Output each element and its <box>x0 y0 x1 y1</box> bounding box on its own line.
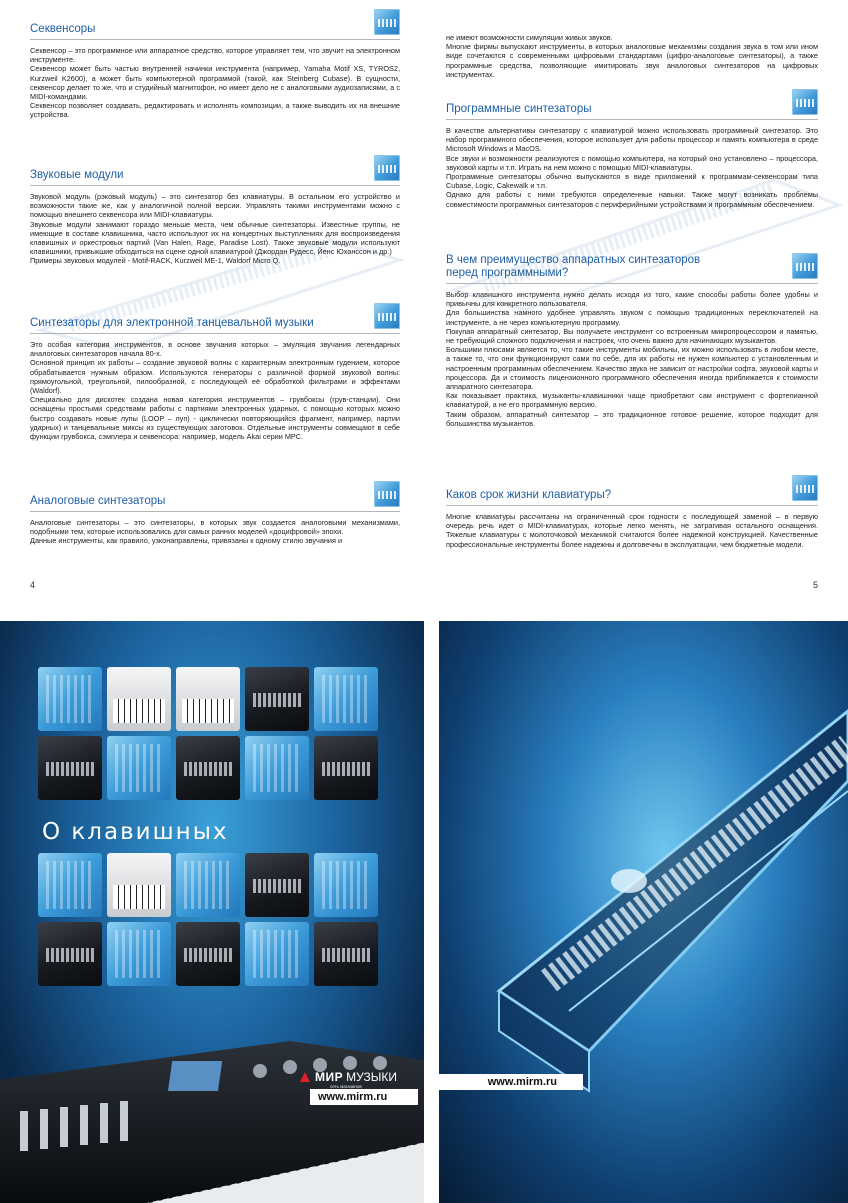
paragraph: Секвенсор может быть частью внутренней начинки инструмента (например, Yamaha Motif XS, TYROS2, Kurzweil K2600), а может быть компьютерной программой (такой, как Steinberg Cubase). В сущности, секвенсор делает то же, что и студийный магнитофон, но имеет дело не с аналоговыми аудиозаписями, а с MIDI-командами. <box>30 64 400 102</box>
paragraph: Специально для дискотек создана новая категория инструментов – грувбоксы (грув-станции). Они оснащены простыми средствами работы с партиями электронных ударных, с помощью которых можно быстро создавать новые лупы (LOOP – луп) - циклически повторяющийся фрагмент, например, партии ударных) и танцевальные миксы из существующих заготовок. Отдельные инструменты совмещают в себе функции грувбокса, сэмплера и секвенсора: например, модель Akai серии MPC. <box>30 395 400 442</box>
photo-tile <box>314 853 378 917</box>
photo-tile <box>245 736 309 800</box>
paragraph: Программные синтезаторы обычно выпускаются в виде приложений к программам-секвенсорам типа Cubase, Logic, Cakewalk и т.п. <box>446 172 818 191</box>
paragraph: Примеры звуковых модулей - Motif-RACK, Kurzweil ME-1, Waldorf Micro Q. <box>30 256 281 266</box>
photo-tile <box>107 853 171 917</box>
section-title: Секвенсоры <box>30 23 96 35</box>
photo-tile <box>245 853 309 917</box>
section-header <box>30 308 400 334</box>
photo-tile <box>314 922 378 986</box>
photo-tile <box>38 667 102 731</box>
photo-tile <box>107 922 171 986</box>
photo-tile <box>107 736 171 800</box>
page-left <box>0 0 424 600</box>
keyboard-thumbnail-icon <box>374 9 400 35</box>
paragraph: Выбор клавишного инструмента нужно делать исходя из того, какие способы работы более удобны и привычны для конкретного пользователя. <box>446 290 818 309</box>
section-title: Синтезаторы для электронной танцевальной музыки <box>30 317 314 329</box>
photo-tile <box>38 736 102 800</box>
paragraph: Данные инструменты, как правило, узконаправлены, привязаны к одному стилю звучания и <box>30 536 343 546</box>
section-title: Аналоговые синтезаторы <box>30 495 166 507</box>
brochure-spread <box>0 0 848 600</box>
section-header <box>30 14 400 40</box>
section-title <box>446 254 700 280</box>
paragraph: Секвенсор – это программное или аппаратное средство, которое управляет тем, что звучит на электронном инструменте. <box>30 46 400 65</box>
section-keyboard-lifespan <box>446 480 818 549</box>
paragraph: Звуковой модуль (рэковый модуль) – это синтезатор без клавиатуры. В остальном его устройство и возможности такие же, как у аналогичной полной версии. Управлять такими инструментами можно с помощью внешнего секвенсора или MIDI-клавиатуры. <box>30 192 400 220</box>
photo-tile <box>176 667 240 731</box>
paragraph: Это особая категория инструментов, в основе звучания которых – эмуляция звучания легендарных аналоговых синтезаторов начала 80-х. <box>30 340 400 359</box>
paragraph: Аналоговые синтезаторы – это синтезаторы, в которых звук создается аналоговыми механизмами, подобными тем, которые использовались для самых ранних моделей «доцифровой» эпохи. <box>30 518 400 537</box>
brand-subtitle: сеть магазинов <box>330 1084 362 1089</box>
paragraph: Для большинства намного удобнее управлять звуком с помощью традиционных переключателей на инструменте, а не через компьютерную программу. <box>446 308 818 327</box>
section-header <box>446 480 818 506</box>
section-dance-synths <box>30 308 400 441</box>
paragraph: Многие фирмы выпускают инструменты, в которых аналоговые механизмы создания звука в том или ином виде сочетаются с современными цифровыми стандартами (цифро-аналоговые синтезаторы), а также программные средства, позволяющие имитировать звук аналоговых синтезаторов на цифровых инструментах. <box>446 42 818 79</box>
photo-tile <box>314 736 378 800</box>
paragraph: Многие клавиатуры рассчитаны на ограниченный срок годности с последующей заменой – в первую очередь речь идет о MIDI-клавиатурах, которые легко менять, не затрагивая остального оснащения. Тяжелые клавиатуры с молоточковой механикой считаются более надежной конструкцией. Качественные профессиональные инструменты более надежны и долговечны в эксплуатации, чем бюджетные модели. <box>446 512 818 549</box>
paragraph: Все звуки и возможности реализуются с помощью компьютера, на который оно установлено – процессора, звуковой карты и т.п. Играть на нем можно с помощью MIDI-клавиатуры. <box>446 153 818 172</box>
section-title: Каков срок жизни клавиатуры? <box>446 489 612 501</box>
photo-tile <box>176 922 240 986</box>
paragraph: Большими плюсами является то, что такие инструменты мобильны, их можно использовать в любом месте, а также то, что они функционируют сами по себе, для их работы не нужен компьютер с установленным и настроенным программным обеспечением. Качество звука не зависит от настройки софта, звуковой карты и процессора. Да и стоимость лицензионного программного обеспечения иногда приближается к стоимости аппаратного синтезатора. <box>446 345 818 392</box>
section-header <box>446 94 818 120</box>
glowing-synthesizer-icon <box>439 651 848 1121</box>
paragraph: Секвенсор позволяет создавать, редактировать и исполнять композиции, а также выводить их на внешние устройства. <box>30 101 400 120</box>
keyboard-thumbnail-icon <box>792 253 818 279</box>
section-title-line: перед программными? <box>446 267 569 279</box>
photo-tile <box>107 667 171 731</box>
website-url: www.mirm.ru <box>310 1089 418 1105</box>
photo-tile <box>176 736 240 800</box>
paragraph: Однако для работы с ними требуются определенные навыки. Также могут возникать проблемы совместимости программных синтезаторов с периферийными устройствами и программным обеспечением. <box>446 190 818 209</box>
keyboard-thumbnail-icon <box>374 303 400 329</box>
logo-mark-icon <box>298 1070 312 1084</box>
section-hardware-advantage <box>446 244 818 428</box>
section-software-synths <box>446 94 818 209</box>
page-number: 4 <box>30 580 36 590</box>
front-cover <box>0 621 424 1203</box>
photo-tile <box>314 667 378 731</box>
brand-name-light: МУЗЫКИ <box>346 1070 397 1084</box>
keyboard-thumbnail-icon <box>374 481 400 507</box>
cover-title: О клавишных <box>42 819 229 845</box>
brand-logo <box>298 1070 397 1084</box>
keyboard-thumbnail-icon <box>374 155 400 181</box>
paragraph: Покупая аппаратный синтезатор, Вы получаете инструмент со встроенным микропроцессором и памятью, не требующий сложного подключения и настроек, что очень важно для начинающих музыкантов. <box>446 326 818 346</box>
page-number: 5 <box>812 580 818 590</box>
keyboard-thumbnail-icon <box>792 89 818 115</box>
photo-tile <box>38 922 102 986</box>
page-right <box>424 0 848 600</box>
photo-tile <box>245 667 309 731</box>
section-title-line: В чем преимущество аппаратных синтезаторов <box>446 254 701 266</box>
section-header <box>30 486 400 512</box>
paragraph: Звуковые модули занимают гораздо меньше места, чем обычные синтезаторы. Известные группы, не имеющие в составе клавишника, часто используют их на концертных выступлениях для воспроизведения клавишных и оркестровых партий (Van Halen, Rage, Paradise Lost). Также звуковые модули используют клавишники, привыкшие обходиться на сцене одной клавиатурой (Джордан Рудесс, Йенс Юханссон и др.) <box>30 219 400 257</box>
keyboard-thumbnail-icon <box>792 475 818 501</box>
back-cover <box>439 621 848 1203</box>
paragraph: не имеют возможности симуляции живых звуков. <box>446 33 613 42</box>
paragraph: В качестве альтернативы синтезатору с клавиатурой можно использовать программный синтезатор. Это набор программного обеспечения, которое использует для работы процессор и память компьютера в среде Microsoft Windows и MacOS. <box>446 126 818 154</box>
photo-tile <box>38 853 102 917</box>
section-sound-modules <box>30 160 400 266</box>
section-intro <box>446 33 818 79</box>
section-header <box>446 244 818 284</box>
paragraph: Основной принцип их работы – создание звуковой волны с характерным электронным гудением, которое обрабатывается нужным образом. Используются генераторы с различной формой звуковой волны: прямоугольной, треугольной, пилообразной, с последующей её обработкой фильтрами и эффектами (Waldorf). <box>30 358 400 396</box>
section-sequencers <box>30 14 400 120</box>
paragraph: Как показывает практика, музыканты-клавишники чаще приобретают сам инструмент с фортепианной клавиатурой, а не его программную версию. <box>446 391 818 410</box>
photo-tile <box>176 853 240 917</box>
photo-tile <box>245 922 309 986</box>
synthesizer-photo-icon <box>0 1041 424 1203</box>
section-analog-synths <box>30 486 400 546</box>
section-header <box>30 160 400 186</box>
section-title: Программные синтезаторы <box>446 103 592 115</box>
paragraph: Таким образом, аппаратный синтезатор – это традиционное готовое решение, которое подходит для большинства музыкантов. <box>446 409 818 428</box>
brand-name-bold: МИР <box>315 1070 344 1084</box>
section-title: Звуковые модули <box>30 169 124 181</box>
website-url: www.mirm.ru <box>439 1074 583 1090</box>
